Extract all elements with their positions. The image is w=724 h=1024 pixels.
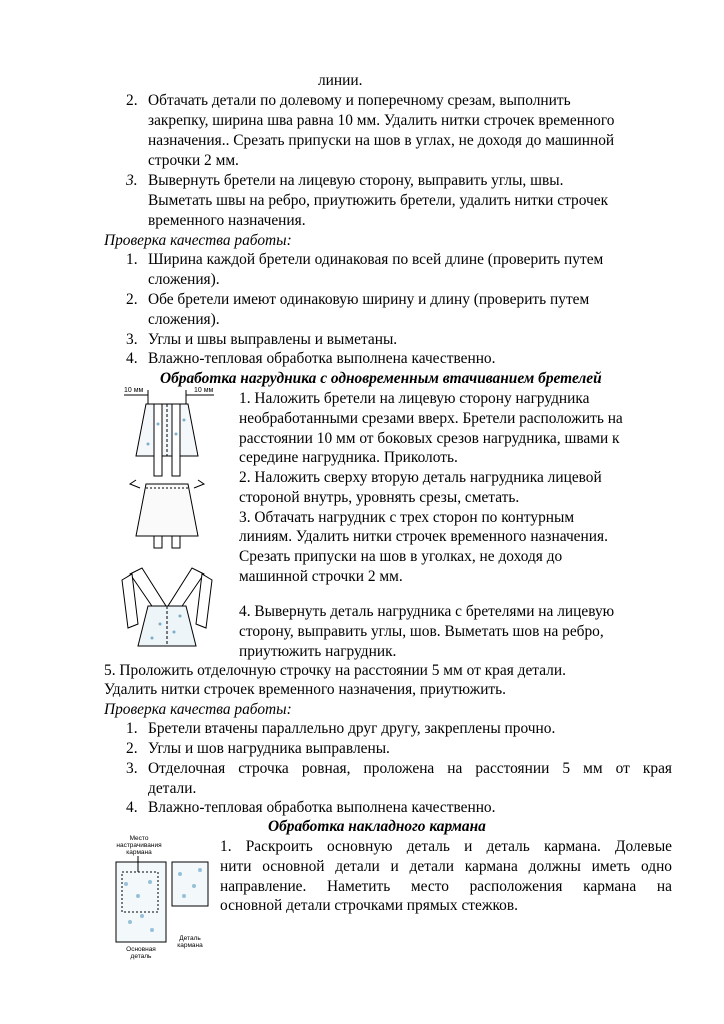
pocket-part-label-2: кармана (177, 942, 203, 949)
pocket-place-label-1: Место (129, 835, 149, 842)
pocket-text-line-1: 1. Раскроить основную деталь и деталь кармана. Долевые (220, 838, 672, 855)
q2-item1-number: 1. (126, 720, 138, 737)
q1-item1-line-2: сложения). (148, 271, 220, 288)
q2-item3-line-2: детали. (148, 780, 197, 797)
pocket-part-label-1: Деталь (179, 935, 201, 942)
q1-item1-line-1: Ширина каждой бретели одинаковая по всей длине (проверить путем (148, 251, 604, 268)
pocket-illustration (106, 834, 216, 966)
pocket-place-label-2: настрачивания (116, 842, 162, 849)
q1-item3-number: 3. (126, 331, 138, 348)
bib-text-line-10: машинной строчки 2 мм. (239, 568, 403, 585)
bib-straps-illustration (118, 384, 236, 650)
bib-text-line-13: приутюжить нагрудник. (239, 643, 397, 660)
bib-text-line-5: 2. Наложить сверху вторую деталь нагрудника лицевой (239, 469, 602, 486)
step5-line-1: 5. Проложить отделочную строчку на расстоянии 5 мм от края детали. (104, 662, 566, 679)
bib-text-line-12: сторону, выправить углы, шов. Выметать шов на ребро, (239, 623, 604, 640)
bib-text-line-2: необработанными срезами вверх. Бретели расположить на (239, 410, 623, 427)
q2-item4-number: 4. (126, 799, 138, 816)
bib-text-line-9: Срезать припуски на шов в уголках, не доходя до (239, 548, 563, 565)
q2-item1-line-1: Бретели втачены параллельно друг другу, закреплены прочно. (148, 720, 556, 737)
base-part-label-1: Основная (126, 946, 156, 953)
pocket-text-line-4: основной детали строчками прямых стежков. (220, 897, 518, 914)
step2-line-3: назначения.. Срезать припуски на шов в углах, не доходя до машинной (148, 132, 615, 149)
step3-line-3: временного назначения. (148, 212, 306, 229)
step3-line-2: Выметать швы на ребро, приутюжить бретели, удалить нитки строчек (148, 192, 609, 209)
q2-item2-line-1: Углы и шов нагрудника выправлены. (148, 740, 390, 757)
q1-item4-number: 4. (126, 350, 138, 367)
q1-item1-number: 1. (126, 251, 138, 268)
bib-section-heading: Обработка нагрудника с одновременным втачиванием бретелей (160, 370, 602, 387)
pocket-text-line-2: нити основной детали и детали кармана должны иметь одно (220, 858, 672, 875)
q1-item3-line-1: Углы и швы выправлены и выметаны. (148, 331, 398, 348)
step3-number: 3. (126, 172, 138, 189)
q1-item4-line-1: Влажно-тепловая обработка выполнена качественно. (148, 350, 496, 367)
q1-item2-line-2: сложения). (148, 311, 220, 328)
step1-continuation: линии. (318, 72, 363, 89)
quality-check-heading-2: Проверка качества работы: (104, 701, 292, 718)
step3-line-1: Вывернуть бретели на лицевую сторону, выправить углы, швы. (148, 172, 564, 189)
bib-text-line-3: расстоянии 10 мм от боковых срезов нагрудника, швами к (239, 430, 620, 447)
bib-text-line-11: 4. Вывернуть деталь нагрудника с бретелями на лицевую (239, 603, 615, 620)
step2-line-4: строчки 2 мм. (148, 152, 239, 169)
step2-number: 2. (126, 92, 138, 109)
bib-text-line-1: 1. Наложить бретели на лицевую сторону нагрудника (239, 390, 590, 407)
pocket-text-line-3: направление. Наметить место расположения кармана на (220, 878, 672, 895)
step2-line-1: Обтачать детали по долевому и поперечному срезам, выполнить (148, 92, 571, 109)
q1-item2-line-1: Обе бретели имеют одинаковую ширину и длину (проверить путем (148, 291, 590, 308)
pocket-section-heading: Обработка накладного кармана (268, 818, 486, 835)
q2-item3-line-1: Отделочная строчка ровная, проложена на расстоянии 5 мм от края (148, 760, 672, 777)
quality-check-heading-1: Проверка качества работы: (104, 232, 292, 249)
bib-text-line-8: линиям. Удалить нитки строчек временного назначения. (239, 528, 608, 545)
step2-line-2: закрепку, ширина шва равна 10 мм. Удалить нитки строчек временного (148, 112, 615, 129)
bib-text-line-7: 3. Обтачать нагрудник с трех сторон по контурным (239, 509, 575, 526)
bib-text-line-4: середине нагрудника. Приколоть. (239, 449, 458, 466)
q2-item4-line-1: Влажно-тепловая обработка выполнена качественно. (148, 799, 496, 816)
step5-line-2: Удалить нитки строчек временного назначения, приутюжить. (104, 681, 507, 698)
q2-item3-number: 3. (126, 760, 138, 777)
base-part-label-2: деталь (130, 953, 152, 960)
pocket-place-label-3: кармана (126, 849, 152, 856)
bib-text-line-6: стороной внутрь, уровнять срезы, сметать. (239, 489, 520, 506)
q2-item2-number: 2. (126, 740, 138, 757)
dimension-label-right: 10 мм (194, 387, 214, 394)
dimension-label-left: 10 мм (124, 387, 144, 394)
q1-item2-number: 2. (126, 291, 138, 308)
